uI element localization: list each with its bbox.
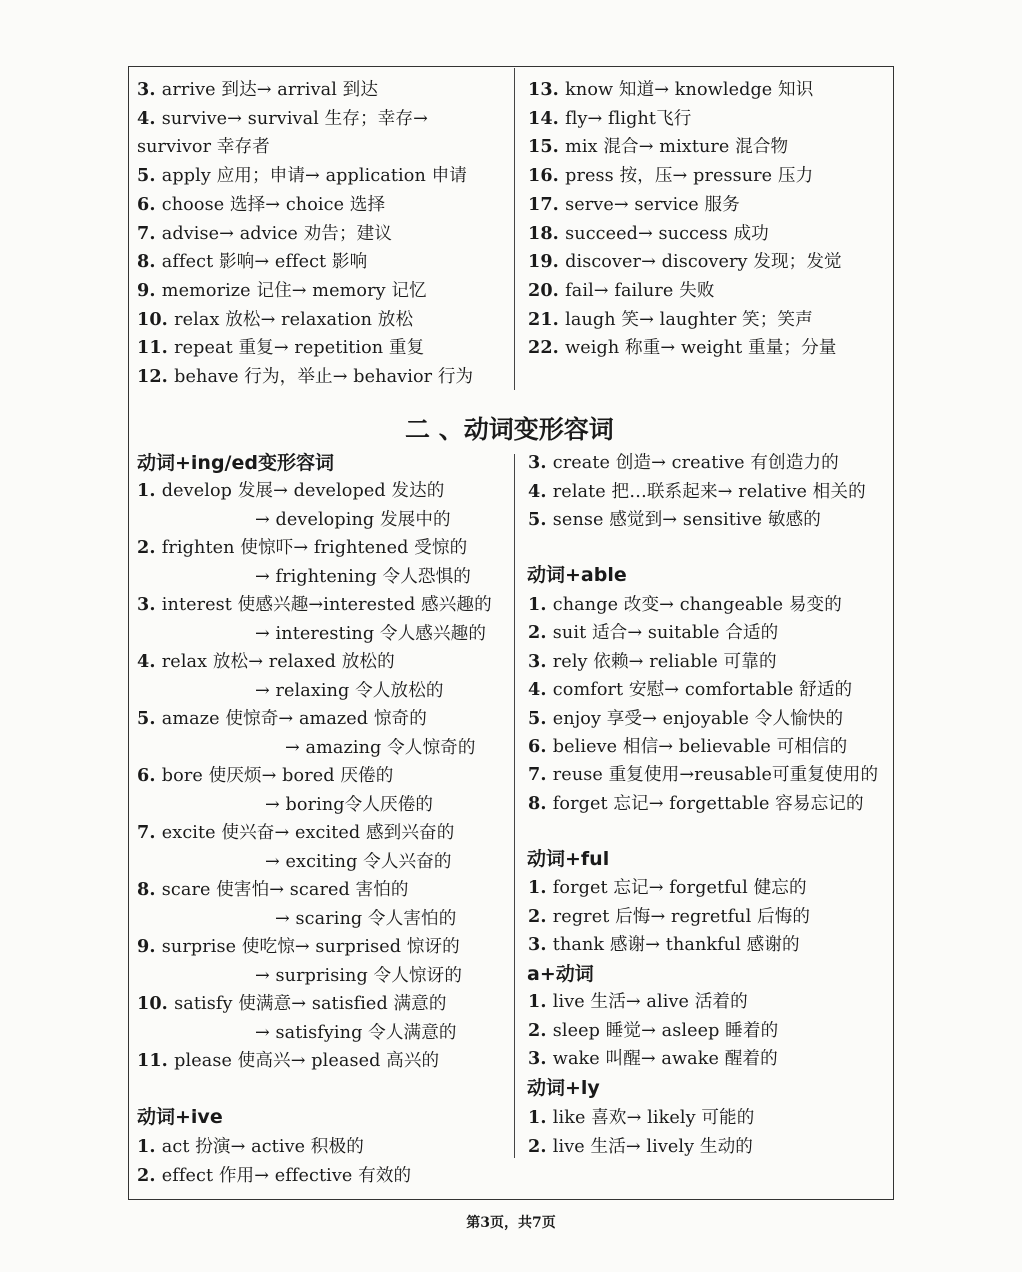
vocab-entry: → exciting 令人兴奋的: [265, 851, 452, 872]
vocab-entry: 3. thank 感谢→ thankful 感谢的: [528, 934, 800, 956]
vocab-entry: 2. frighten 使惊吓→ frightened 受惊的: [137, 537, 468, 558]
vocab-entry: 17. serve→ service 服务: [528, 193, 740, 215]
vocab-entry: 5. sense 感觉到→ sensitive 敏感的: [528, 509, 821, 531]
vocab-entry: 22. weigh 称重→ weight 重量；分量: [528, 337, 837, 359]
vocab-entry: → satisfying 令人满意的: [255, 1022, 457, 1043]
vocab-entry: 4. relate 把…联系起来→ relative 相关的: [528, 480, 866, 502]
vocab-entry: → relaxing 令人放松的: [255, 680, 444, 701]
heading-ly: 动词+ly: [527, 1077, 600, 1099]
vocab-entry: 21. laugh 笑→ laughter 笑；笑声: [528, 308, 813, 330]
vocab-entry: 9. surprise 使吃惊→ surprised 惊讶的: [137, 936, 460, 957]
vocab-entry: 8. scare 使害怕→ scared 害怕的: [137, 879, 409, 900]
heading-ing-ed: 动词+ing/ed变形容词: [137, 452, 334, 474]
vocab-entry: 1. like 喜欢→ likely 可能的: [528, 1107, 755, 1128]
vocab-entry: survivor 幸存者: [137, 137, 270, 158]
column-divider-bottom: [514, 454, 515, 1158]
vocab-entry: 6. bore 使厌烦→ bored 厌倦的: [137, 765, 394, 786]
vocab-entry: 15. mix 混合→ mixture 混合物: [528, 136, 789, 158]
vocab-entry: 7. reuse 重复使用→reusable可重复使用的: [528, 764, 879, 786]
vocab-entry: 12. behave 行为，举止→ behavior 行为: [137, 366, 474, 387]
vocab-entry: → interesting 令人感兴趣的: [255, 623, 487, 644]
vocab-entry: 1. act 扮演→ active 积极的: [137, 1136, 364, 1157]
vocab-entry: 6. believe 相信→ believable 可相信的: [528, 736, 848, 757]
vocab-entry: 2. regret 后悔→ regretful 后悔的: [528, 905, 811, 927]
vocab-entry: 2. live 生活→ lively 生动的: [528, 1135, 753, 1157]
vocab-entry: 3. interest 使感兴趣→interested 感兴趣的: [137, 594, 492, 615]
vocab-entry: 7. excite 使兴奋→ excited 感到兴奋的: [137, 822, 455, 843]
column-divider-top: [514, 68, 515, 390]
vocab-entry: 10. relax 放松→ relaxation 放松: [137, 308, 414, 330]
vocab-entry: 1. forget 忘记→ forgetful 健忘的: [528, 877, 807, 898]
heading-ive: 动词+ive: [137, 1106, 223, 1128]
vocab-entry: 3. create 创造→ creative 有创造力的: [528, 452, 839, 473]
vocab-entry: 8. forget 忘记→ forgettable 容易忘记的: [528, 792, 864, 814]
vocab-entry: 3. wake 叫醒→ awake 醒着的: [528, 1048, 778, 1070]
vocab-entry: 19. discover→ discovery 发现；发觉: [528, 251, 842, 273]
vocab-entry: 2. sleep 睡觉→ asleep 睡着的: [528, 1019, 779, 1041]
heading-ful: 动词+ful: [527, 848, 610, 870]
vocab-entry: 18. succeed→ success 成功: [528, 222, 769, 244]
heading-a-verb: a+动词: [527, 963, 594, 985]
vocab-entry: → surprising 令人惊讶的: [255, 965, 463, 986]
vocab-entry: 20. fail→ failure 失败: [528, 279, 715, 301]
heading-able: 动词+able: [527, 564, 627, 586]
vocab-entry: 11. repeat 重复→ repetition 重复: [137, 337, 425, 359]
vocab-entry: 3. rely 依赖→ reliable 可靠的: [528, 650, 777, 672]
vocab-entry: → amazing 令人惊奇的: [285, 737, 476, 758]
vocab-entry: 13. know 知道→ knowledge 知识: [528, 79, 814, 100]
vocab-entry: 1. develop 发展→ developed 发达的: [137, 480, 445, 501]
vocab-entry: 9. memorize 记住→ memory 记忆: [137, 279, 427, 301]
vocab-entry: 1. live 生活→ alive 活着的: [528, 991, 748, 1012]
vocab-entry: 4. survive→ survival 生存；幸存→: [137, 107, 428, 129]
vocab-entry: 2. suit 适合→ suitable 合适的: [528, 622, 779, 644]
vocab-entry: → developing 发展中的: [255, 509, 451, 530]
vocab-entry: 5. apply 应用；申请→ application 申请: [137, 165, 467, 187]
vocab-entry: 7. advise→ advice 劝告；建议: [137, 222, 393, 244]
vocab-entry: 11. please 使高兴→ pleased 高兴的: [137, 1050, 440, 1071]
vocab-entry: 6. choose 选择→ choice 选择: [137, 193, 386, 215]
vocab-entry: 16. press 按，压→ pressure 压力: [528, 165, 814, 187]
vocab-entry: 4. comfort 安慰→ comfortable 舒适的: [528, 679, 853, 701]
vocab-entry: 5. enjoy 享受→ enjoyable 令人愉快的: [528, 707, 844, 729]
vocab-entry: 2. effect 作用→ effective 有效的: [137, 1164, 412, 1186]
vocab-entry: → scaring 令人害怕的: [275, 908, 457, 929]
vocab-entry: 14. fly→ flight飞行: [528, 107, 692, 129]
vocab-entry: 1. change 改变→ changeable 易变的: [528, 594, 842, 615]
page-footer: 第3页，共7页: [466, 1215, 556, 1231]
vocab-entry: 3. arrive 到达→ arrival 到达: [137, 79, 379, 100]
section-title: 二 、动词变形容词: [405, 415, 614, 444]
vocab-entry: 8. affect 影响→ effect 影响: [137, 251, 368, 273]
vocab-entry: → boring令人厌倦的: [265, 794, 434, 815]
vocab-entry: 5. amaze 使惊奇→ amazed 惊奇的: [137, 708, 427, 729]
vocab-entry: → frightening 令人恐惧的: [255, 566, 471, 587]
vocab-entry: 4. relax 放松→ relaxed 放松的: [137, 651, 395, 672]
vocab-entry: 10. satisfy 使满意→ satisfied 满意的: [137, 993, 447, 1014]
